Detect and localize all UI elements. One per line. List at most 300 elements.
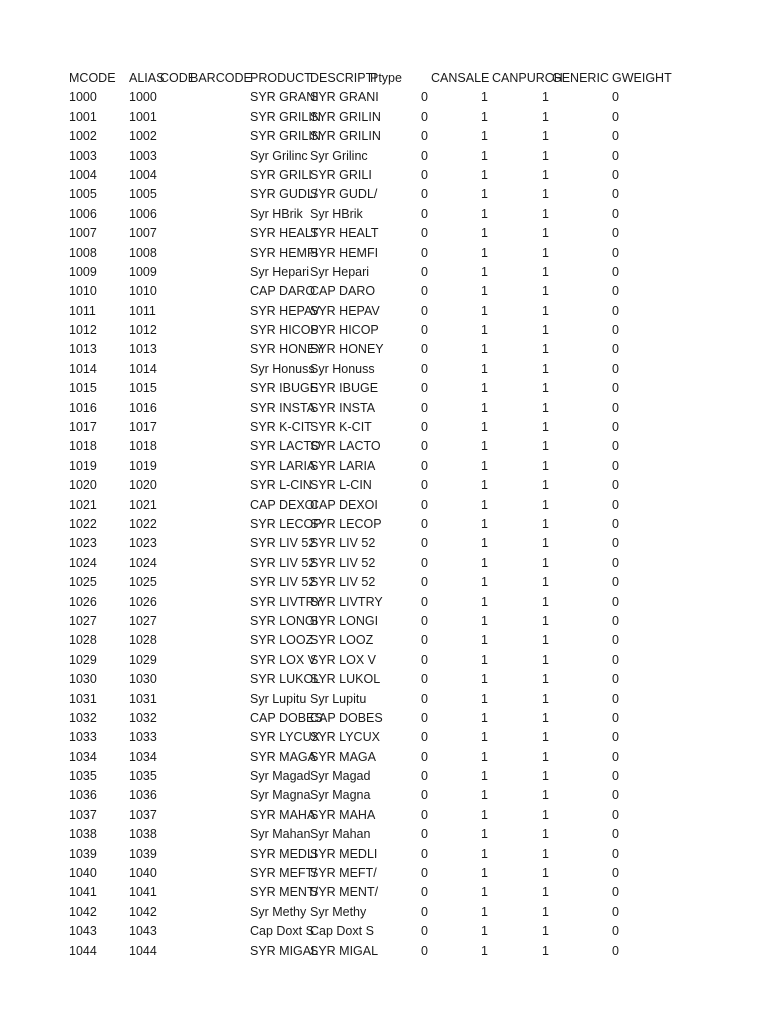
table-cell[interactable]: 1 [481,943,488,958]
table-cell[interactable]: 1 [481,885,488,900]
table-cell[interactable]: 1003 [69,148,97,163]
table-cell[interactable]: 1044 [69,943,97,958]
table-cell[interactable]: Syr Methy [310,904,367,919]
table-row[interactable] [0,496,768,515]
table-row[interactable] [0,573,768,592]
table-cell[interactable]: 1 [481,478,488,493]
table-cell[interactable]: 0 [612,381,619,396]
table-cell[interactable]: 1021 [69,497,97,512]
table-cell[interactable]: 1 [542,807,549,822]
table-cell[interactable]: SYR LYCUX [250,730,320,745]
table-cell[interactable]: 1037 [69,807,97,822]
table-cell[interactable]: Cap Doxt S [250,924,314,939]
table-row[interactable] [0,554,768,573]
table-cell[interactable]: 1 [542,323,549,338]
table-row[interactable] [0,845,768,864]
table-cell[interactable]: 0 [612,769,619,784]
table-row[interactable] [0,515,768,534]
table-cell[interactable]: 1029 [129,652,157,667]
table-row[interactable] [0,147,768,166]
table-cell[interactable]: 1042 [129,904,157,919]
table-cell[interactable]: 1043 [129,924,157,939]
table-cell[interactable]: CAP DARO [310,284,376,299]
column-header[interactable]: CANSALE [431,71,490,85]
table-cell[interactable]: 1033 [69,730,97,745]
table-cell[interactable] [160,224,190,243]
table-cell[interactable]: 0 [421,323,428,338]
table-cell[interactable] [190,224,248,243]
table-cell[interactable] [160,651,190,670]
table-cell[interactable]: SYR IBUGE [250,381,319,396]
table-cell[interactable]: 0 [421,420,428,435]
table-cell[interactable]: Syr Mahan [310,827,371,842]
table-cell[interactable] [190,88,248,107]
table-cell[interactable]: 1039 [129,846,157,861]
table-cell[interactable]: 1 [481,807,488,822]
table-cell[interactable]: 1040 [69,866,97,881]
table-row[interactable] [0,786,768,805]
table-cell[interactable] [160,185,190,204]
table-cell[interactable]: 0 [421,245,428,260]
table-cell[interactable]: 1016 [129,400,157,415]
table-cell[interactable]: 1042 [69,904,97,919]
table-cell[interactable]: 1 [481,924,488,939]
table-cell[interactable]: 1 [481,400,488,415]
table-cell[interactable]: 1000 [129,90,157,105]
column-header[interactable]: CANPURCH [492,71,563,85]
table-cell[interactable]: SYR LECOP [310,516,382,531]
table-cell[interactable]: 0 [612,284,619,299]
table-cell[interactable]: CAP DARO [250,284,316,299]
table-cell[interactable]: Syr Magad [250,769,311,784]
table-cell[interactable] [190,748,248,767]
table-cell[interactable] [160,88,190,107]
table-cell[interactable]: 1044 [129,943,157,958]
table-cell[interactable]: SYR HEPAV [310,303,380,318]
table-cell[interactable]: SYR LUKOL [310,672,381,687]
table-cell[interactable] [160,845,190,864]
table-row[interactable] [0,321,768,340]
table-cell[interactable]: SYR GRILIN [310,129,381,144]
table-cell[interactable]: 1 [481,245,488,260]
table-cell[interactable]: 0 [421,924,428,939]
table-cell[interactable]: 0 [612,555,619,570]
table-cell[interactable]: 0 [421,749,428,764]
table-cell[interactable]: SYR GUDL/ [250,187,318,202]
table-cell[interactable]: 0 [612,516,619,531]
table-cell[interactable]: 0 [421,458,428,473]
table-cell[interactable]: 1036 [69,788,97,803]
table-cell[interactable]: Syr Grilinc [310,148,368,163]
table-cell[interactable] [190,670,248,689]
table-cell[interactable]: 0 [421,361,428,376]
table-cell[interactable]: 1 [542,672,549,687]
table-cell[interactable]: 0 [612,788,619,803]
table-cell[interactable]: 0 [612,167,619,182]
table-cell[interactable] [190,379,248,398]
table-cell[interactable] [190,728,248,747]
table-cell[interactable]: 1 [481,206,488,221]
table-cell[interactable]: 1012 [69,323,97,338]
table-cell[interactable]: 1 [481,575,488,590]
table-cell[interactable] [190,554,248,573]
table-cell[interactable]: SYR LOX V [310,652,376,667]
table-cell[interactable] [190,127,248,146]
table-row[interactable] [0,224,768,243]
table-cell[interactable] [160,321,190,340]
table-cell[interactable]: 1 [481,788,488,803]
table-cell[interactable] [190,166,248,185]
table-cell[interactable]: 1 [481,769,488,784]
table-cell[interactable]: 0 [421,478,428,493]
table-cell[interactable]: SYR LECOP [250,516,322,531]
table-cell[interactable] [160,690,190,709]
table-cell[interactable] [190,651,248,670]
table-cell[interactable]: 0 [421,904,428,919]
table-cell[interactable] [190,263,248,282]
table-cell[interactable] [190,476,248,495]
table-cell[interactable]: 0 [612,924,619,939]
table-cell[interactable]: 1024 [129,555,157,570]
table-cell[interactable]: 0 [612,187,619,202]
table-cell[interactable]: 1007 [69,226,97,241]
table-cell[interactable] [160,825,190,844]
table-cell[interactable]: 1 [542,400,549,415]
table-cell[interactable] [160,360,190,379]
table-cell[interactable]: 0 [421,652,428,667]
table-cell[interactable]: 0 [421,342,428,357]
table-row[interactable] [0,903,768,922]
table-cell[interactable]: 0 [612,206,619,221]
table-cell[interactable] [160,728,190,747]
table-cell[interactable] [190,593,248,612]
table-cell[interactable]: 1 [481,323,488,338]
table-cell[interactable] [160,767,190,786]
table-cell[interactable]: 1 [481,633,488,648]
column-header[interactable]: CODE [160,71,197,85]
table-cell[interactable] [190,922,248,941]
table-cell[interactable]: SYR LIV 52 [310,555,376,570]
table-row[interactable] [0,922,768,941]
table-cell[interactable]: SYR GRILI [310,167,372,182]
table-cell[interactable]: SYR HEALT [250,226,319,241]
table-row[interactable] [0,108,768,127]
table-cell[interactable]: 1 [542,710,549,725]
table-cell[interactable]: 1 [542,691,549,706]
table-cell[interactable]: SYR MAHA [310,807,376,822]
table-cell[interactable]: 1025 [69,575,97,590]
table-cell[interactable]: 1032 [69,710,97,725]
table-cell[interactable]: 1 [542,245,549,260]
table-row[interactable] [0,728,768,747]
table-cell[interactable] [160,399,190,418]
table-cell[interactable]: 0 [612,536,619,551]
table-cell[interactable]: 1 [542,361,549,376]
table-cell[interactable] [190,690,248,709]
table-row[interactable] [0,748,768,767]
table-cell[interactable]: 1 [542,827,549,842]
column-header[interactable]: MCODE [69,71,116,85]
table-row[interactable] [0,709,768,728]
table-cell[interactable]: 0 [421,167,428,182]
table-cell[interactable]: 1003 [129,148,157,163]
table-cell[interactable]: 0 [421,381,428,396]
table-cell[interactable]: 1018 [69,439,97,454]
table-cell[interactable]: CAP DOBES [310,710,383,725]
table-cell[interactable]: 0 [612,904,619,919]
table-cell[interactable]: SYR MEFT/ [250,866,317,881]
table-cell[interactable]: 1029 [69,652,97,667]
table-cell[interactable]: SYR LIVTRY [310,594,383,609]
table-cell[interactable]: CAP DEXOI [250,497,318,512]
table-cell[interactable]: 1023 [69,536,97,551]
table-cell[interactable]: 1006 [129,206,157,221]
table-cell[interactable] [160,282,190,301]
column-header[interactable]: BARCODE [190,71,252,85]
table-cell[interactable]: 1 [481,827,488,842]
table-cell[interactable]: Syr Lupitu [250,691,307,706]
table-cell[interactable]: 0 [421,575,428,590]
table-cell[interactable]: 1 [542,730,549,745]
table-row[interactable] [0,651,768,670]
table-cell[interactable]: 1004 [129,167,157,182]
table-cell[interactable]: CAP DEXOI [310,497,378,512]
table-cell[interactable]: 1 [481,710,488,725]
table-cell[interactable]: Syr Methy [250,904,307,919]
table-cell[interactable]: 1011 [69,303,96,318]
table-cell[interactable]: SYR LUKOL [250,672,321,687]
table-cell[interactable]: 1013 [129,342,157,357]
table-cell[interactable] [190,321,248,340]
table-cell[interactable]: 1 [542,167,549,182]
table-cell[interactable]: 1005 [69,187,97,202]
table-cell[interactable] [160,786,190,805]
table-cell[interactable]: SYR LYCUX [310,730,380,745]
table-cell[interactable]: 1008 [129,245,157,260]
table-cell[interactable]: SYR L-CIN [250,478,312,493]
table-cell[interactable]: 0 [421,206,428,221]
table-cell[interactable]: 1018 [129,439,157,454]
table-cell[interactable]: 0 [421,613,428,628]
table-cell[interactable]: 1 [481,148,488,163]
table-cell[interactable]: 0 [612,613,619,628]
table-cell[interactable]: 1 [481,187,488,202]
table-cell[interactable]: 1 [481,303,488,318]
table-cell[interactable]: 1 [542,187,549,202]
table-cell[interactable]: 1 [542,594,549,609]
table-cell[interactable]: SYR HEMFI [310,245,379,260]
table-cell[interactable] [190,631,248,650]
table-cell[interactable]: 1 [481,749,488,764]
table-cell[interactable]: 1 [542,381,549,396]
table-cell[interactable]: 1002 [129,129,157,144]
table-cell[interactable]: 0 [421,264,428,279]
table-cell[interactable]: 1 [481,846,488,861]
table-row[interactable] [0,864,768,883]
table-cell[interactable]: SYR HEALT [310,226,379,241]
table-cell[interactable] [190,883,248,902]
table-cell[interactable]: 0 [612,885,619,900]
table-cell[interactable]: 1012 [129,323,157,338]
table-cell[interactable] [190,457,248,476]
table-cell[interactable]: 1026 [69,594,97,609]
table-cell[interactable] [160,573,190,592]
table-cell[interactable]: 1041 [69,885,97,900]
table-cell[interactable] [190,244,248,263]
table-cell[interactable] [190,515,248,534]
table-cell[interactable]: 0 [612,361,619,376]
table-cell[interactable]: 1 [542,613,549,628]
table-cell[interactable]: 1020 [129,478,157,493]
table-cell[interactable]: 1038 [129,827,157,842]
table-cell[interactable]: 1 [542,284,549,299]
table-cell[interactable] [160,515,190,534]
table-cell[interactable]: 1 [542,206,549,221]
table-cell[interactable]: SYR GRILIN [250,129,321,144]
table-cell[interactable]: 0 [421,303,428,318]
table-row[interactable] [0,883,768,902]
table-cell[interactable] [160,379,190,398]
table-cell[interactable]: 1017 [69,420,97,435]
table-cell[interactable]: SYR L-CIN [310,478,372,493]
table-row[interactable] [0,825,768,844]
table-cell[interactable]: 0 [421,400,428,415]
table-cell[interactable]: 0 [421,187,428,202]
table-cell[interactable]: 1014 [69,361,97,376]
table-cell[interactable] [190,864,248,883]
table-cell[interactable]: SYR LACTO [310,439,381,454]
table-cell[interactable] [190,418,248,437]
table-row[interactable] [0,127,768,146]
table-cell[interactable]: 1 [481,730,488,745]
table-cell[interactable]: SYR MAGA [250,749,316,764]
table-cell[interactable]: 1030 [129,672,157,687]
table-row[interactable] [0,767,768,786]
table-cell[interactable]: 1 [542,769,549,784]
table-cell[interactable]: 1028 [69,633,97,648]
table-cell[interactable]: 1 [542,420,549,435]
table-cell[interactable] [190,786,248,805]
table-cell[interactable]: 0 [421,730,428,745]
table-row[interactable] [0,88,768,107]
table-cell[interactable]: 0 [612,245,619,260]
table-cell[interactable]: 1 [481,439,488,454]
table-cell[interactable]: 1011 [129,303,156,318]
table-cell[interactable]: 0 [612,264,619,279]
table-cell[interactable]: 1031 [129,691,157,706]
table-cell[interactable]: 0 [612,672,619,687]
table-cell[interactable]: 1020 [69,478,97,493]
table-cell[interactable] [160,418,190,437]
table-cell[interactable]: 1032 [129,710,157,725]
column-header[interactable]: PRODUCT [250,71,312,85]
table-cell[interactable]: 1034 [129,749,157,764]
table-cell[interactable]: 0 [612,420,619,435]
table-cell[interactable]: Syr Mahan [250,827,311,842]
table-cell[interactable]: 0 [421,90,428,105]
table-cell[interactable] [160,476,190,495]
table-cell[interactable]: 0 [421,788,428,803]
table-cell[interactable]: 1035 [69,769,97,784]
table-cell[interactable]: 1 [542,846,549,861]
table-cell[interactable]: 1043 [69,924,97,939]
table-cell[interactable] [160,922,190,941]
table-cell[interactable] [190,942,248,961]
table-cell[interactable] [160,108,190,127]
table-cell[interactable]: 0 [421,594,428,609]
table-cell[interactable]: 0 [421,497,428,512]
table-cell[interactable]: 1 [481,613,488,628]
column-header[interactable]: GWEIGHT [612,71,672,85]
table-cell[interactable]: 1 [481,672,488,687]
table-cell[interactable]: 1 [481,497,488,512]
table-cell[interactable]: SYR LACTO [250,439,321,454]
table-cell[interactable]: 0 [612,749,619,764]
table-cell[interactable]: 0 [612,691,619,706]
table-cell[interactable]: 0 [421,148,428,163]
table-cell[interactable]: SYR LIVTRY [250,594,323,609]
table-cell[interactable]: Syr Magad [310,769,371,784]
table-cell[interactable]: 0 [612,652,619,667]
table-cell[interactable]: 0 [612,458,619,473]
table-cell[interactable]: 1027 [69,613,97,628]
table-cell[interactable]: 0 [421,439,428,454]
table-cell[interactable]: 0 [421,846,428,861]
table-cell[interactable]: 0 [612,594,619,609]
table-cell[interactable]: 1009 [69,264,97,279]
table-cell[interactable]: 1 [542,633,549,648]
table-cell[interactable]: 1025 [129,575,157,590]
table-cell[interactable]: 1 [542,788,549,803]
table-row[interactable] [0,185,768,204]
table-cell[interactable]: 0 [612,846,619,861]
table-cell[interactable]: 0 [612,129,619,144]
table-cell[interactable]: SYR MEDLI [250,846,318,861]
table-cell[interactable]: SYR INSTA [310,400,376,415]
table-cell[interactable]: SYR IBUGE [310,381,379,396]
table-cell[interactable]: SYR MENT/ [310,885,379,900]
table-cell[interactable]: Cap Doxt S [310,924,374,939]
table-cell[interactable]: 1 [542,458,549,473]
table-row[interactable] [0,942,768,961]
table-cell[interactable] [160,457,190,476]
table-cell[interactable]: 0 [612,109,619,124]
table-cell[interactable] [190,108,248,127]
table-cell[interactable]: 1 [481,516,488,531]
table-cell[interactable]: SYR LARIA [310,458,376,473]
table-cell[interactable] [160,903,190,922]
table-row[interactable] [0,670,768,689]
table-cell[interactable]: 1 [481,361,488,376]
table-cell[interactable] [190,360,248,379]
table-cell[interactable]: 0 [612,497,619,512]
table-row[interactable] [0,418,768,437]
table-cell[interactable]: Syr Magna [310,788,371,803]
table-row[interactable] [0,631,768,650]
table-cell[interactable]: 1 [542,885,549,900]
table-cell[interactable]: 1 [481,284,488,299]
table-cell[interactable]: 0 [612,478,619,493]
table-cell[interactable]: 1 [481,129,488,144]
table-cell[interactable]: 1027 [129,613,157,628]
table-cell[interactable]: 1 [542,866,549,881]
table-cell[interactable]: 1005 [129,187,157,202]
table-cell[interactable]: SYR MAHA [250,807,316,822]
table-row[interactable] [0,534,768,553]
table-cell[interactable]: 1 [481,691,488,706]
table-cell[interactable]: 1 [481,109,488,124]
table-cell[interactable] [160,864,190,883]
